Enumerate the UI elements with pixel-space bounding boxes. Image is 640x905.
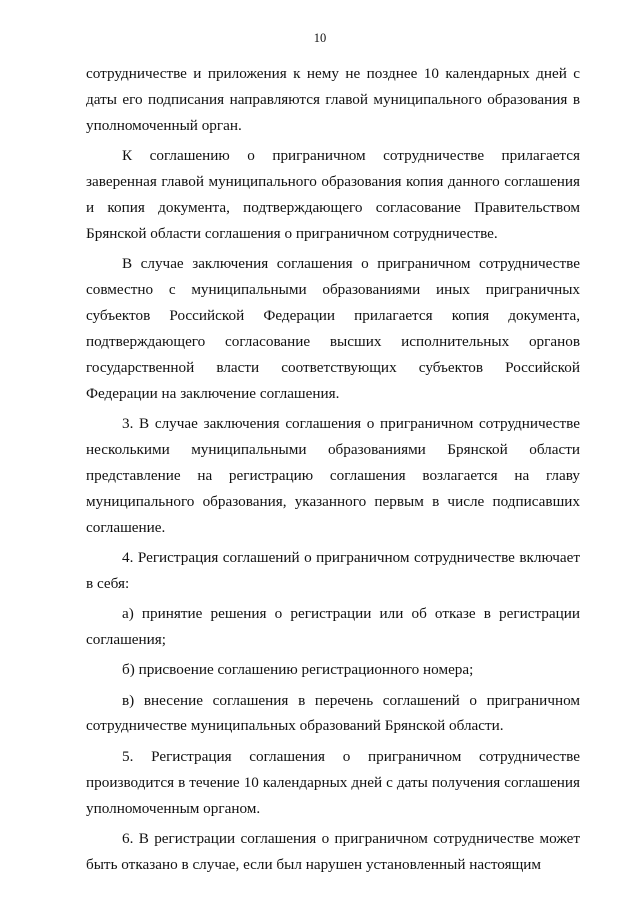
document-body <box>86 61 580 882</box>
paragraph-attachment-copy: К соглашению о приграничном сотрудничестве прилагается заверенная главой муниципального образования копия данного соглашения и копия документа, подтверждающего согласование Правительством Брянской области соглашения о приграничном сотрудничестве. <box>86 147 580 242</box>
paragraph-item-4b: б) присвоение соглашению регистрационного номера; <box>122 661 474 679</box>
paragraph-item-4c: в) внесение соглашения в перечень соглашений о приграничном сотрудничестве муниципальных образований Брянской области. <box>86 691 580 735</box>
paragraph-joint-agreement: В случае заключения соглашения о приграничном сотрудничестве совместно с муниципальными образованиями иных приграничных субъектов Российской Федерации прилагается копия документа, подтверждающего согласование высших исполнительных органов государственной власти соответствующих субъектов Российской Федерации на заключение соглашения. <box>86 255 580 402</box>
page-number: 10 <box>313 31 327 45</box>
paragraph-item-4: 4. Регистрация соглашений о приграничном сотрудничестве включает в себя: <box>86 548 580 592</box>
paragraph-item-3: 3. В случае заключения соглашения о приграничном сотрудничестве несколькими муниципальными образованиями Брянской области представление на регистрацию соглашения возлагается на главу муниципального образования, указанного первым в числе подписавших соглашение. <box>86 414 580 536</box>
paragraph-item-5: 5. Регистрация соглашения о приграничном сотрудничестве производится в течение 10 календарных дней с даты получения соглашения уполномоченным органом. <box>86 747 580 817</box>
paragraph-continuation: сотрудничестве и приложения к нему не позднее 10 календарных дней с даты его подписания направляются главой муниципального образования в уполномоченный орган. <box>86 65 580 134</box>
paragraph-item-4a: а) принятие решения о регистрации или об отказе в регистрации соглашения; <box>86 605 580 648</box>
paragraph-item-6: 6. В регистрации соглашения о приграничном сотрудничестве может быть отказано в случае, если был нарушен установленный настоящим <box>86 829 580 873</box>
